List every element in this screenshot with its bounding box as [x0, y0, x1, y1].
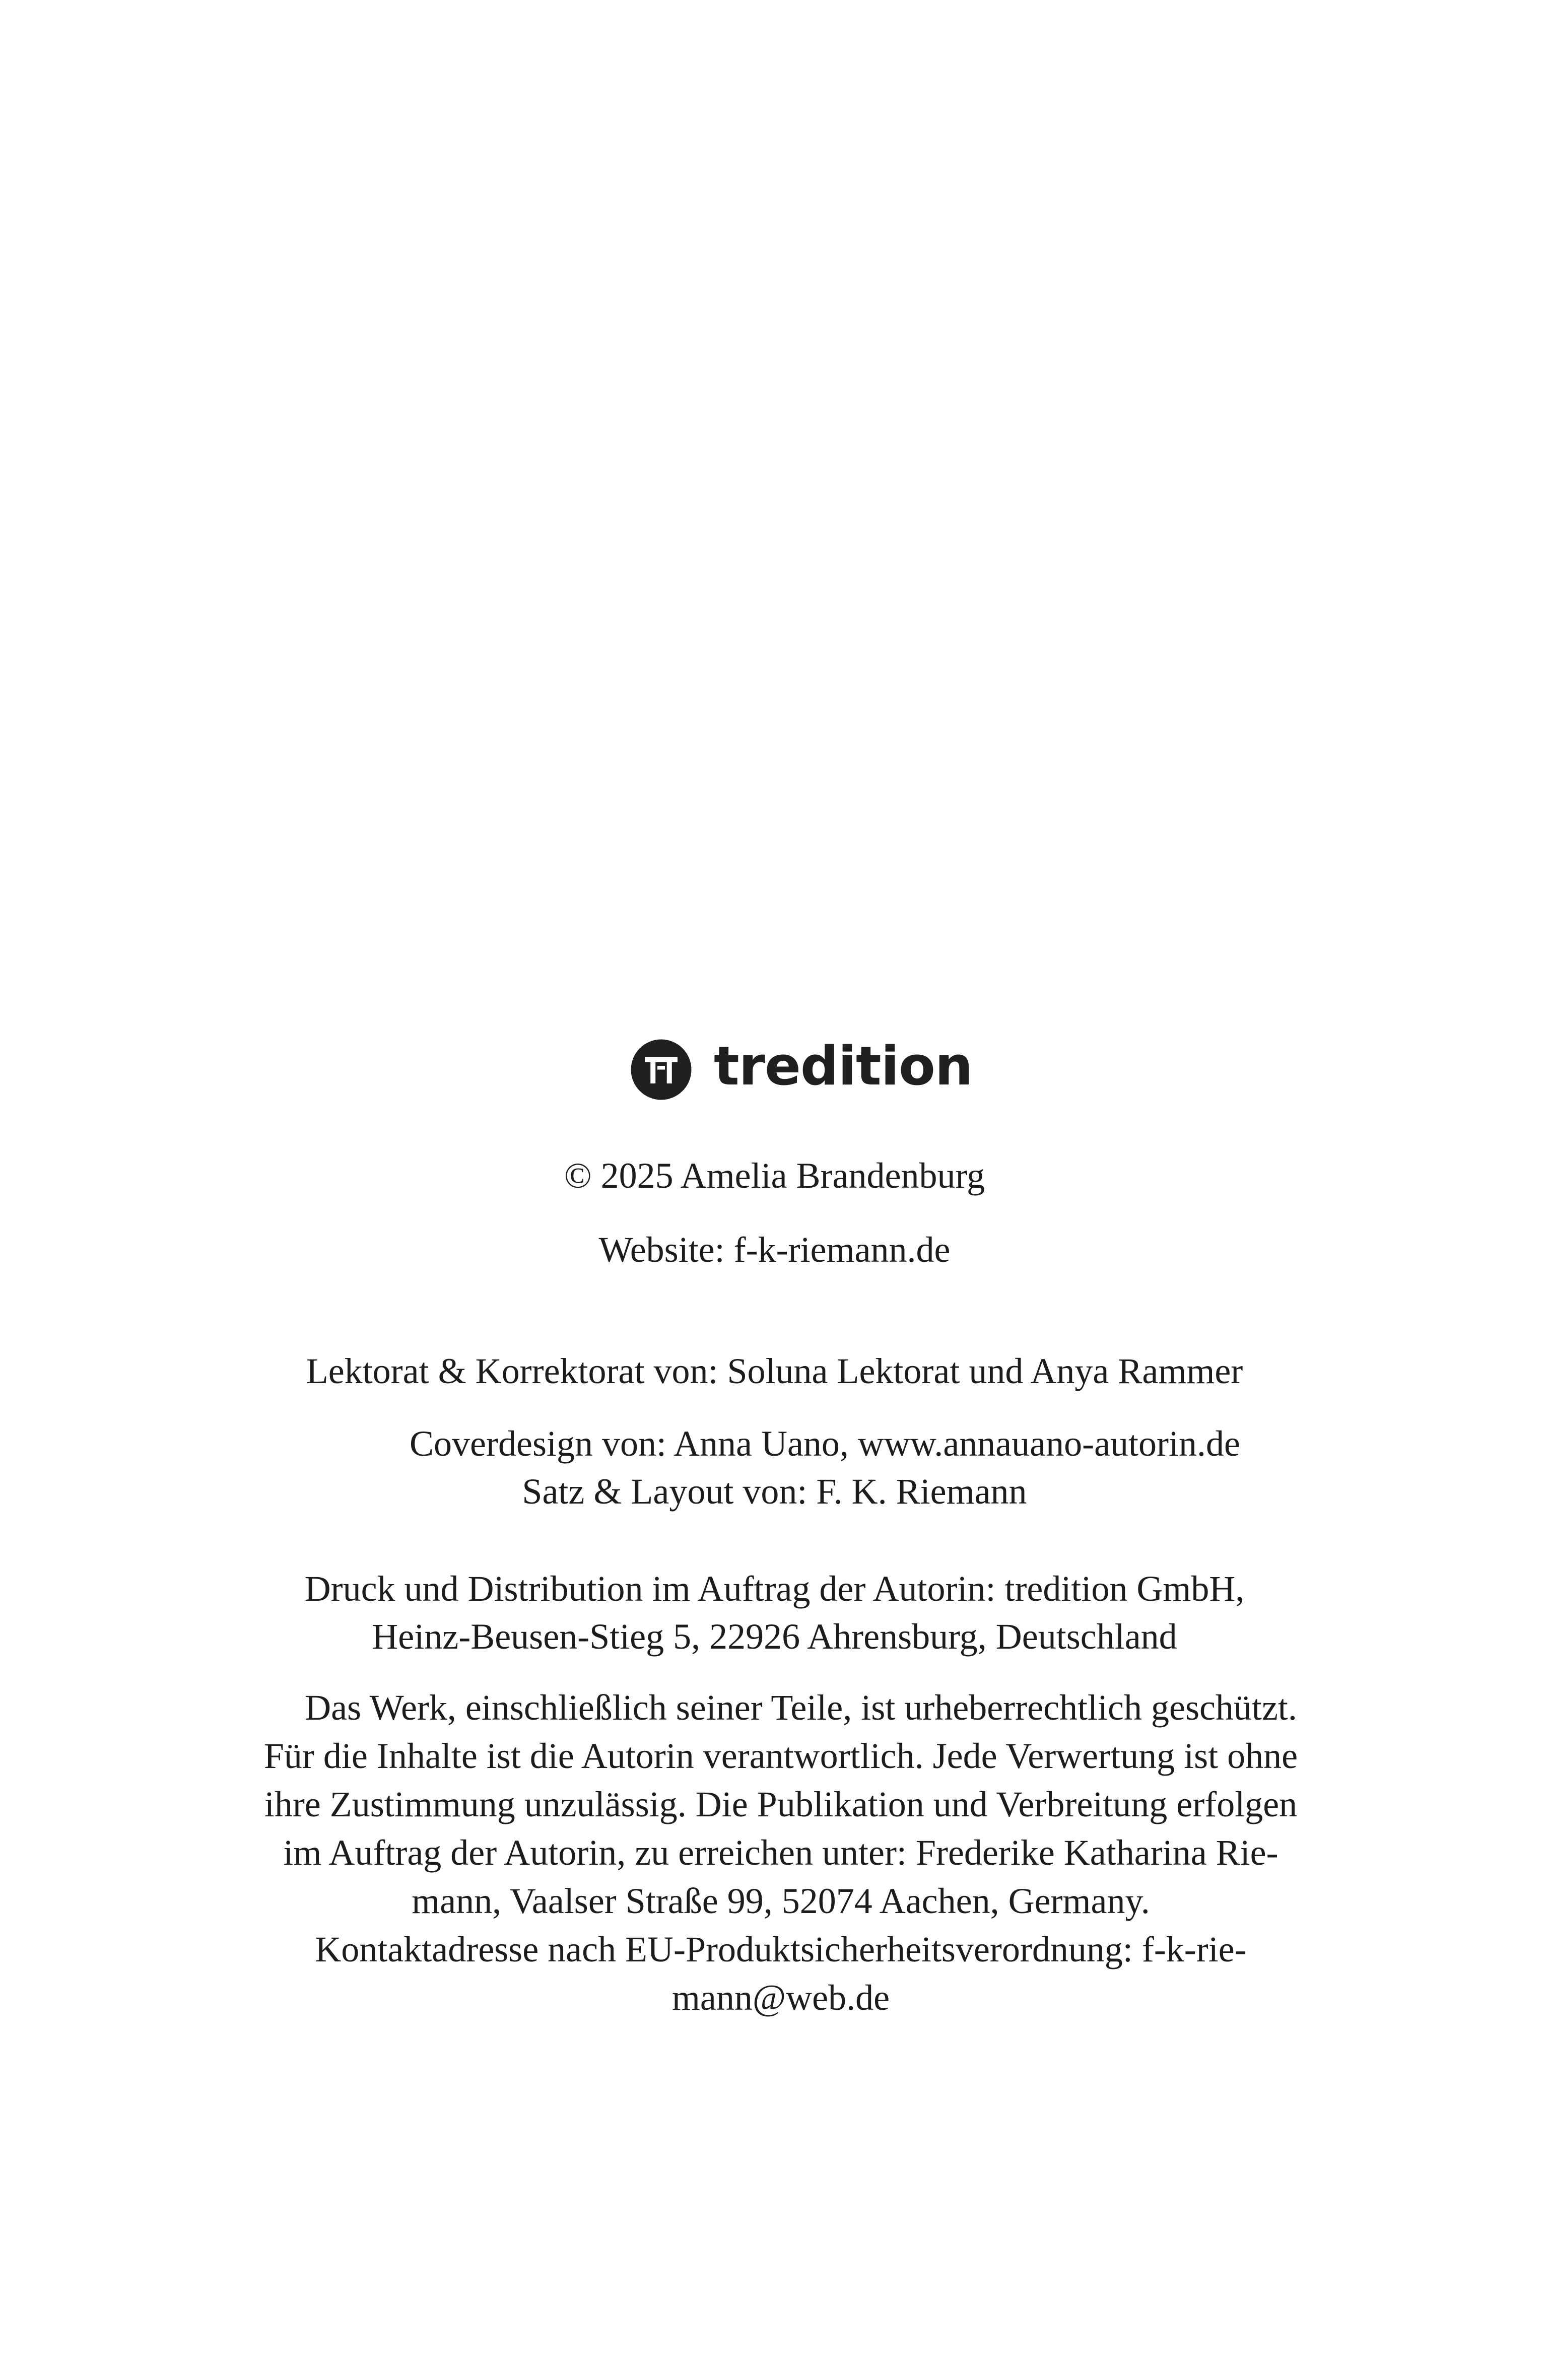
- legal-notice-line: mann@web.de: [671, 1978, 890, 2018]
- editing-credit: Lektorat & Korrektorat von: Soluna Lektorat und Anya Rammer: [306, 1351, 1243, 1391]
- distribution-line-2: Heinz-Beusen-Stieg 5, 22926 Ahrensburg, Deutschland: [372, 1616, 1177, 1657]
- publisher-logo: [630, 1037, 972, 1102]
- legal-notice-line: Kontaktadresse nach EU-Produktsicherheitsverordnung: f-k-rie-: [315, 1929, 1247, 1969]
- layout-credit: Satz & Layout von: F. K. Riemann: [522, 1471, 1027, 1512]
- publisher-logo-text: tredition: [714, 1035, 973, 1097]
- legal-notice-line: mann, Vaalser Straße 99, 52074 Aachen, Germany.: [412, 1881, 1150, 1921]
- legal-notice-line: Das Werk, einschließlich seiner Teile, ist urheberrechtlich geschützt.: [305, 1687, 1297, 1728]
- cover-design-credit: Coverdesign von: Anna Uano, www.annauano-autorin.de: [410, 1423, 1240, 1464]
- copyright-line: © 2025 Amelia Brandenburg: [564, 1155, 985, 1196]
- legal-notice-line: Für die Inhalte ist die Autorin verantwortlich. Jede Verwertung ist ohne: [263, 1736, 1298, 1776]
- legal-notice-line: im Auftrag der Autorin, zu erreichen unter: Frederike Katharina Rie-: [283, 1832, 1278, 1873]
- legal-notice-line: ihre Zustimmung unzulässig. Die Publikation und Verbreitung erfolgen: [264, 1784, 1298, 1824]
- website-line: Website: f-k-riemann.de: [598, 1230, 951, 1270]
- distribution-line-1: Druck und Distribution im Auftrag der Autorin: tredition GmbH,: [304, 1569, 1245, 1609]
- legal-notice: [204, 1683, 1358, 2022]
- tredition-logo-icon: [630, 1038, 693, 1101]
